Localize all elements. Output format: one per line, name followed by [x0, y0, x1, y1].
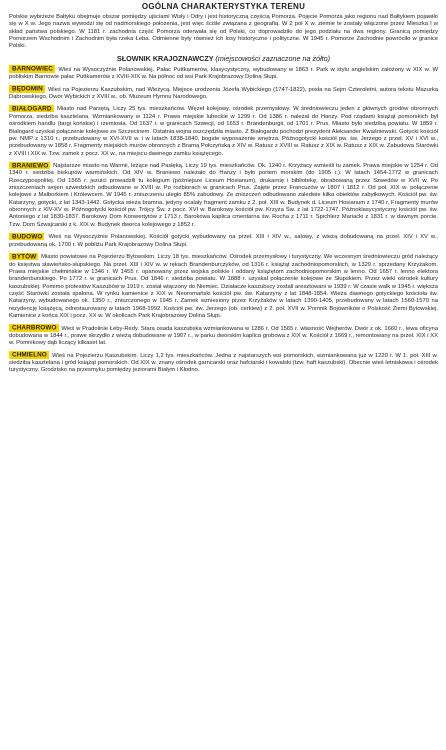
entry-name-highlight: BARNOWIEC: [9, 65, 55, 73]
entry-text: Miasto powiatowe na Pojezierzu Bytowskim. Liczy 18 tys. mieszkańców. Ośrodek przemysłowy i turystyczny. We wczesnym średniowieczu gród należący do księstwa sławieńsko-słupskiego. Na przeł. XIII i XIV w. w rękach Brandenburczyków, od 1316 r. książąt zachodniopomorskich, w 1329 r. sprzedany Krzyżakom. Prawa miejskie chełmińskie w 1346 r. W 1455 r. opanowany przez wojska polskie i oddany książętom zachodniopomorskim w lenno. Od 1657 r. lenno elektora brandenburskiego. Po 1772 r. w granicach Prus. Od 1846 r. siedziba powiatu. W 1888 r. uzyskał połączenie kolejowe ze Słupskiem. Przez wieki ośrodek kultury kaszubskiej. Pomimo protestów Kaszubów w 1919 r. został włączony do Niemiec. Działacze kaszubscy zostali aresztowani w 1939 r. W czasie walk w 1945 r. większa część Starówki została spalona. W rynku kamienice z XIX w. Neoromański kościół pw. św. Katarzyny z lat 1848-1854. Wieża dawnego gotyckiego kościoła św. Katarzyny, wybudowanego ok. 1350 r., zniszczonego w 1945 r. Zamek wzniesiony przez Krzyżaków w latach 1390-1405, przebudowany w latach 1560-1570 na rezydencję książęcą, odrestaurowany w latach 1968-1992. Kościół pw. św. Jerzego (ob. cerkiew) z 2. poł. XVII w. Pomnik Bojowników o Polskość Ziemi Bytowskiej. Kamienice z końca XIX i pocz. XX w. W okolicach Park Krajobrazowy Dolina Słupi.: [9, 254, 438, 319]
entry-braniewo: [9, 162, 438, 229]
dictionary-note: (miejscowości zaznaczone na żółto): [215, 53, 331, 63]
entry-barnowiec: [9, 66, 438, 82]
entry-name-highlight: BRANIEWO: [9, 162, 50, 170]
entry-chmielno: [9, 352, 438, 375]
entry-text: Miasto nad Parsętą. Liczy 25 tys. mieszkańców. Węzeł kolejowy, ośrodek przemysłowy. W średniowieczu jeden z głównych grodów obronnych Pomorza, siedziba kasztelana. Wzmiankowany w 1124 r. Prawa miejskie lubeckie w 1299 r. Od 1386 r. należał do Hanzy. Pod rządami książąt pomorskich był ośrodkiem handlu (targi końskie) i rzemiosła. Od 1637 r. w granicach Szwecji, od 1653 r. Brandenburgii, od 1701 r. Prus. Miasto było siedzibą powiatu. W 1859 r. Białogard uzyskał połączenie kolejowe ze Szczecinem. Ostatnia wojna oszczędziła miasto. Z Białogardu pochodzi prezydent Aleksander Kwaśniewski. Gotycki kościół pw. NMP z 1310 r., przebudowany w XVI-XVII w. i w latach 1838-1840, bogate wyposażenie wnętrza. Późnogotycki kościół pw. św. Jerzego z przeł. XV i XVI w., przebudowany w 1858 r. Fragmenty miejskich murów obronnych z Bramą Połczyńską z XIV w. Ratusz z XVIII w. Ratusz z XIX w. Ratusz z XIX w. Zabudowa Starówki z XVIII i XIX w. Tzw. zamek z pocz. XX w., na miejscu dawnego zamku książęcego.: [9, 106, 438, 157]
dictionary-title: SŁOWNIK KRAJOZNAWCZY: [116, 53, 214, 63]
entry-name-highlight: BIAŁOGARD: [9, 105, 54, 113]
entry-charbrowo: [9, 325, 438, 348]
dictionary-entries: [9, 66, 438, 375]
entry-budowo: [9, 233, 438, 249]
entry-name-highlight: BĘDOMIN: [9, 85, 45, 93]
dictionary-heading: [9, 54, 438, 63]
entry-bedomin: [9, 86, 438, 102]
page-title: OGÓLNA CHARAKTERYSTYKA TERENU: [141, 2, 306, 11]
entry-text: Wieś na Pojezierzu Kaszubskim, nad Wieżycą. Miejsce urodzenia Józefa Wybickiego (1747-1822), posła na Sejm Czteroletni, autora tekstu Mazurka Dąbrowskiego. Dwór Wybickich z XVIII w., ob. Muzeum Hymnu Narodowego.: [9, 86, 438, 100]
intro-paragraph: Polskie wybrzeże Bałtyku obejmuje obszar pomiędzy ujściami Wisły i Odry i jest historyczną częścią Pomorza. Pojęcie Pomorza jako regionu nad Bałtykiem pojawiło się w X w. Jego nazwa wywodzi się od nadmorskiego położenia, jest więc ściśle związana z geografią. W 2 poł X w. ziemie te zostały włączone przez Mieszka I w skład państwa polskiego. W 1181 r. zachodnia część Pomorza oderwała się od Polski, co doprowadziło do jego podziału na dwa regiony. Granicą pomiędzy Pomorzem Wschodnim i Zachodnim była rzeka Łeba. Odmienne były również ich losy historyczne i polityczne. W 1945 r. Pomorze Zachodnie powróciło w granice Polski.: [9, 14, 438, 50]
entry-name-highlight: BUDOWO: [9, 233, 44, 241]
entry-name-highlight: CHMIELNO: [9, 351, 49, 359]
entry-text: Wieś w Pradolinie Łeby-Redy. Stara osada kaszubska wzmiankowana w 1286 r. Od 1565 r. własność Wejherów. Dwór z ok. 1660 r., lewa oficyna dobudowana w 1844 r., prawe skrzydło z wieżą dobudowane w 1907 r., w parku dworskim kaplica grobowa z XIX w. Kościół z 1669 r., remontowany na przeł. XIX i XX w. Pomnikowy dąb liczący kilkaset lat.: [9, 325, 438, 347]
entry-text: Wieś na Wysoczyźnie Polanowskiej. Kościół gotycki wybudowany na przeł. XIII i XIV w., salowy, z wieżą dobudowaną na przeł. XIV i XV w., przebudowaną ok. 1700 r. W pobliżu Park Krajobrazowy Dolina Słupi.: [9, 234, 438, 248]
entry-name-highlight: BYTÓW: [9, 253, 38, 261]
entry-bialogard: [9, 105, 438, 157]
entry-text: Wieś na Wysoczyźnie Polanowskiej. Pałac Puttkamerów, klasycystyczny, wybudowany w 1863 r. Park w stylu angielskim założony w XIX w. W pobliskim Barnowie pałac Puttkamerów z XVIII-XIX w. Na północ od wsi Park Krajobrazowy Dolina Słupi.: [9, 66, 438, 81]
entry-name-highlight: CHARBROWO: [9, 324, 59, 332]
entry-text: Wieś na Pojezierzu Kaszubskim. Liczy 1,2 tys. mieszkańców. Jedna z najstarszych wsi pomorskich, wzmiankowana już w 1220 r. W 1. poł. XIII w. siedziba kasztelana i gród książąt pomorskich. Od XIX w. znany ośrodek garncarski oraz hafciarski i kowalski (tzw. haft kaszubski). Obecnie wieś letniskowa i ośrodek turystyczny. Grodzisko na przesmyku pomiędzy jeziorami Białym i Kłodno.: [9, 352, 438, 374]
entry-text: Najstarsze miasto na Warmii, leżące nad Pasłęką. Liczy 19 tys. mieszkańców. Ok. 1240 r. Krzyżacy wznieśli tu zamek. Prawa miejskie w 1254 r. Od 1340 r. siedziba biskupów warmińskich. Od XIV w. Braniewo należało do Hanzy i było portem morskim (do 1905 r.). W latach 1454-1772 w granicach Rzeczypospolitej. Od 1565 r. jezuici prowadzili tu kolegium (późniejsze Liceum Hosianum), drukarnię i bibliotekę, obrabowaną przez Szwedów w XVII w. Po zniszczeniach wojen szwedzkich odbudowane w XVIII w. Po rozbiorach w granicach Prus. Zajęte przez Francuzów w 1807 i 1812 r. Od poł. XIX w. połączenie kolejowe z Malborkiem i Królewcem. W 1945 r. zniszczeniu uległo 85% zabudowy. Ze zniszczeń odbudowano zaledwie kilka obiektów zabytkowych. Kościół pw. św. Katarzyny, gotycki, z lat 1343-1442. Gotycka wieża bramna, jedyny ocalały fragment zamku z 2. poł. XIII w. Budynek d. Liceum Hosianum z 1740 r. Fragmenty murów obronnych z XIV-XV w. Późnogotycki kościół pw. Trójcy Św. z pocz. XVI w. Barokowy kościół pw. Krzyża Św. z lat 1722-1747. Późnoklasycystyczny kościół pw. św. Antoniego z lat 1830-1837. Barokowy Dom Konwertytów z 1713 r. Barokowa kaplica cmentarna św. Rocha z 1711 r. Spichlerz Mariacki z 1831 r. w dawnym porcie. Tzw. Dom Szwajcarski z k. XIX w. Budynek dworca kolejowego z 1852 r.: [9, 163, 438, 228]
entry-bytow: [9, 253, 438, 320]
